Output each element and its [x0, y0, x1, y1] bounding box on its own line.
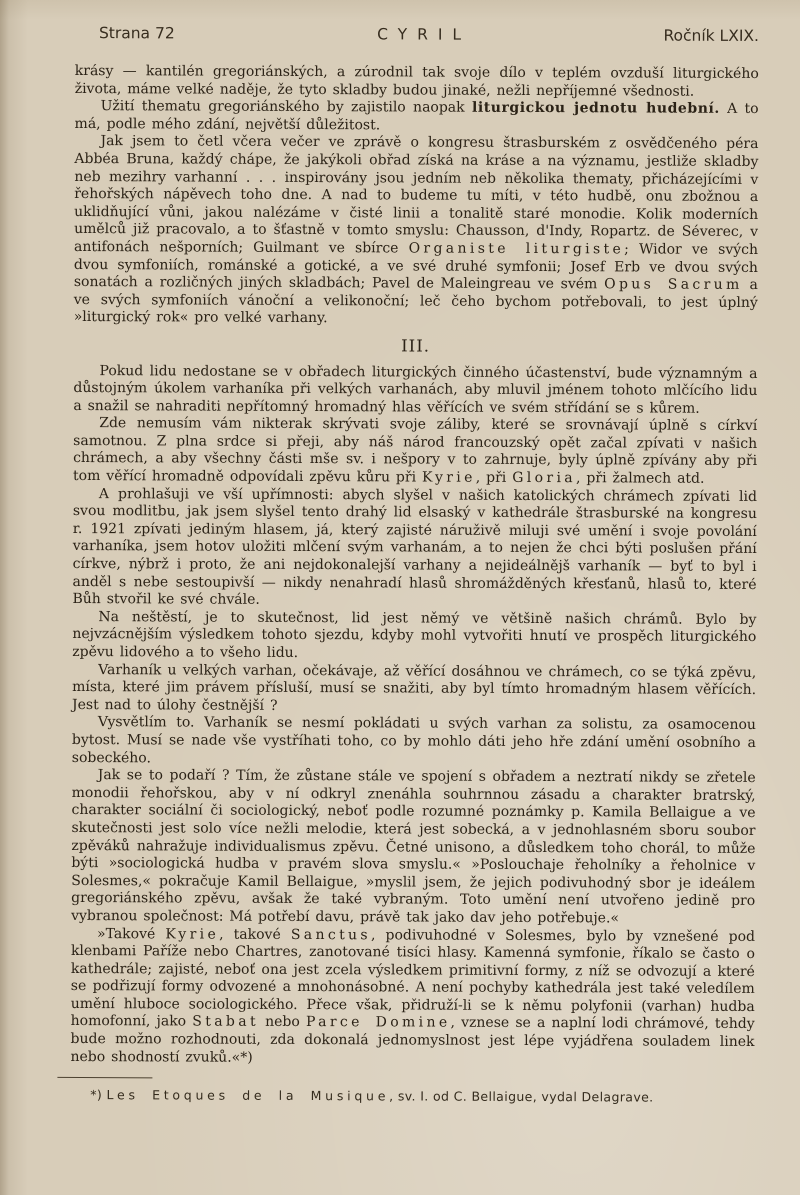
paragraph-text: , při — [475, 469, 513, 486]
paragraph — [74, 133, 759, 330]
footnote-marker: *) — [90, 1087, 107, 1103]
paragraph — [75, 63, 759, 101]
paragraph-text: a ve svých symfoniích vánoční a velikonoční; leč čeho bychom potřebovali, to jest úplný »liturgický rok« pro velké varhany. — [73, 277, 758, 327]
spaced-phrase: Sanctus — [290, 926, 372, 943]
paragraph-text: , takové — [219, 926, 291, 943]
volume-label: Ročník LXIX. — [663, 26, 759, 45]
page-content — [70, 24, 759, 1105]
journal-title: CYRIL — [377, 25, 472, 44]
paragraph — [72, 486, 757, 612]
spaced-phrase: Parce Domine — [305, 1014, 451, 1032]
paragraph — [73, 415, 757, 488]
paragraph-text: Na neštěstí, je to skutečnost, lid jest němý ve většině našich chrámů. Bylo by nejvzácnějším výsledkem tohoto sjezdu, kdyby mohl vytvořiti hnutí ve prospěch liturgického zpěvu lidového a to všeho lidu. — [72, 608, 757, 661]
paragraph-text: Užití thematu gregoriánského by zajistilo naopak — [100, 98, 473, 116]
paragraph — [72, 609, 756, 665]
paragraph-text: , podivuhodné v Solesmes, bylo by vznešené pod klenbami Paříže nebo Chartres, zanotované tisíci hlasy. Kamenná symfonie, říkalo se často o kathedrále; zajisté, neboť ona jest zcela výsledkem primitivní formy, z níž se odvozují a které se podřizují formy odvozené a mnohonásobné. A není pochyby kathedrála jest také veledílem umění hluboce sociologického. Přece však, přidruží-li se k němu polyfonii (varhan) hudba homofonní, jako — [70, 926, 756, 1030]
spaced-phrase: Opus Sacrum — [604, 276, 743, 294]
paragraph-text: Varhaník u velkých varhan, očekávaje, až věřící dosáhnou ve chrámech, co se týká zpěvu, místa, které jim právem přísluší, musí se snažiti, aby byl tímto hromadným hlasem věřících. Jest nad to úlohy čestnější ? — [71, 661, 757, 714]
paragraph-text: , vznese se a naplní lodi chrámové, tehdy bude možno rozhodnouti, zda dokonalá jednomyslnost jest lépe vyjádřena souladem linek nebo shodností zvuků.«*) — [70, 1015, 755, 1066]
footnote-text: , sv. I. od C. Bellaigue, vydal Delagrave. — [389, 1088, 654, 1105]
section-heading: III. — [401, 336, 431, 356]
spaced-phrase: Kyrie — [165, 925, 220, 943]
paragraph — [73, 362, 757, 418]
article-body — [70, 63, 758, 1069]
paragraph — [70, 925, 755, 1069]
footnote-book-title: Les Etoques de la Musique — [106, 1087, 390, 1104]
paragraph-text: A prohlašuji ve vší upřímnosti: abych slyšel v našich katolických chrámech zpívati lid svou modlitbu, jak jsem slyšel tento drahý lid elsaský v kathedrále štrasburské na kongresu r. 1921 zpívati jediným hlasem, já, který zajisté náruživě miluji své umění i svoje povolání varhaníka, jsem hotov uložiti mlčení svým varhanám, a to nejen že chci býti poslušen přání církve, nýbrž i proto, že ani nejdokonalejší varhany a nejideálnějš varhaník — byť to byl i anděl s nebe sestoupivší — nikdy nenahradí hlasů shromážděných křesťanů, hlasů to, které Bůh stvořil ke své chvále. — [72, 485, 757, 609]
paragraph-text: Jak jsem to četl včera večer ve zprávě o kongresu štrasburském z osvědčeného péra Abbéa Bruna, každý chápe, že jakýkoli obřad získá na kráse a na významu, jestliže skladby neb mezihry varhanní . . . inspirovány jsou jedním neb několika thematy, přicházejícími v řehořských nápěvech toho dne. A nad to budeme tu míti, v této hudbě, onu zbožnou a uklidňující vůni, jakou nalézáme v čisté linii a tonalitě staré monodie. Kolik moderních umělců již pracovalo, a to šťastně v tomto smyslu: Chausson, d'Indy, Ropartz. de Séverec, v antifonách nešporních; Guilmant ve sbírce — [73, 133, 759, 257]
spaced-phrase: Gloria — [512, 469, 577, 487]
spaced-phrase: Kyrie — [422, 469, 476, 486]
paragraph-text: krásy — kantilén gregoriánských, a zúrodnil tak svoje dílo v teplém ovzduší liturgického života, máme velké naděje, že tyto skladby budou jinaké, nežli nepříjemné všednosti. — [74, 62, 759, 100]
page-header — [75, 24, 759, 45]
paragraph-text: , při žalmech atd. — [576, 470, 705, 487]
footnote — [70, 1087, 754, 1105]
paragraph-text: »Takové — [96, 925, 166, 942]
footnote-separator — [57, 1077, 152, 1078]
paragraph — [75, 98, 759, 136]
paragraph-text: Vysvětlím to. Varhaník se nesmí pokládati u svých varhan za solistu, za osamocenou bytost. Musí se nade vše vystříhati toho, co by mohlo dáti jeho hře zdání umění osobního a sobeckého. — [71, 714, 756, 766]
page-number-label: Strana 72 — [98, 24, 175, 43]
paragraph — [72, 714, 756, 770]
spaced-phrase: Organiste liturgiste — [408, 240, 625, 258]
paragraph-text: Jak se to podaří ? Tím, že zůstane stále ve spojení s obřadem a neztratí nikdy se zřetele monodii řehořskou, aby v ní odkryl znenáhla souhrnnou zásadu a charakter bratrský, charakter sociální či sociologický, neboť podle rozumné poznámky p. Kamila Bellaigue a ve skutečnosti jest solo více nežli melodie, která jest sobecká, a v jednohlasném sboru soubor zpěváků nahražuje individualismus zpěvu. Četné unisono, a důsledkem toho chorál, to může býti »sociologická hudba v pravém slova smyslu.« »Poslouchaje řeholníky a řeholnice v Solesmes,« pokračuje Kamil Bellaigue, »myslil jsem, že jejich podivuhodný sbor je ideálem gregoriánského zpěvu, avšak že také vybraným. Toto umění není utvořeno jedině pro vybranou společnost: Má potřebí davu, právě tak jako dav jeho potřebuje.« — [71, 767, 756, 927]
paragraph — [72, 662, 756, 718]
spaced-phrase: Stabat — [192, 1013, 259, 1031]
paragraph-text: Pokud lidu nedostane se v obřadech liturgických činného účastenství, bude významným a důstojným úkolem varhaníka při velkých varhanách, aby mluvil jménem tohoto mlčícího lidu a snažil se nahraditi nepřítomný hromadný hlas věřících ve svém střídání se s kůrem. — [73, 362, 758, 417]
paragraph-text: nebo — [258, 1014, 307, 1031]
bold-phrase: liturgickou jednotu hudební. — [471, 99, 720, 118]
paragraph-text: Zde nemusím vám nikterak skrývati svoje záliby, které se srovnávají úplně s církví samotnou. Z plna srdce si přeji, aby náš národ francouzský opět začal zpívati v našich chrámech, a aby všechny části mše sv. i nešpory v to zahrnuje, byly úplně zpívány aby při tom věřící hromadně odpovídali zpěvu kůru při — [72, 415, 758, 486]
paragraph-text: A to má, podle mého zdání, největší důležitost. — [74, 101, 759, 134]
paragraph-text: ; Widor ve svých dvou symfoniích, románské a gotické, a ve své druhé symfonii; Josef Erb ve dvou svých sonatách a rozličných jiných skladbách; Pavel de Maleingreau ve svém — [73, 241, 759, 293]
paragraph — [71, 767, 756, 928]
